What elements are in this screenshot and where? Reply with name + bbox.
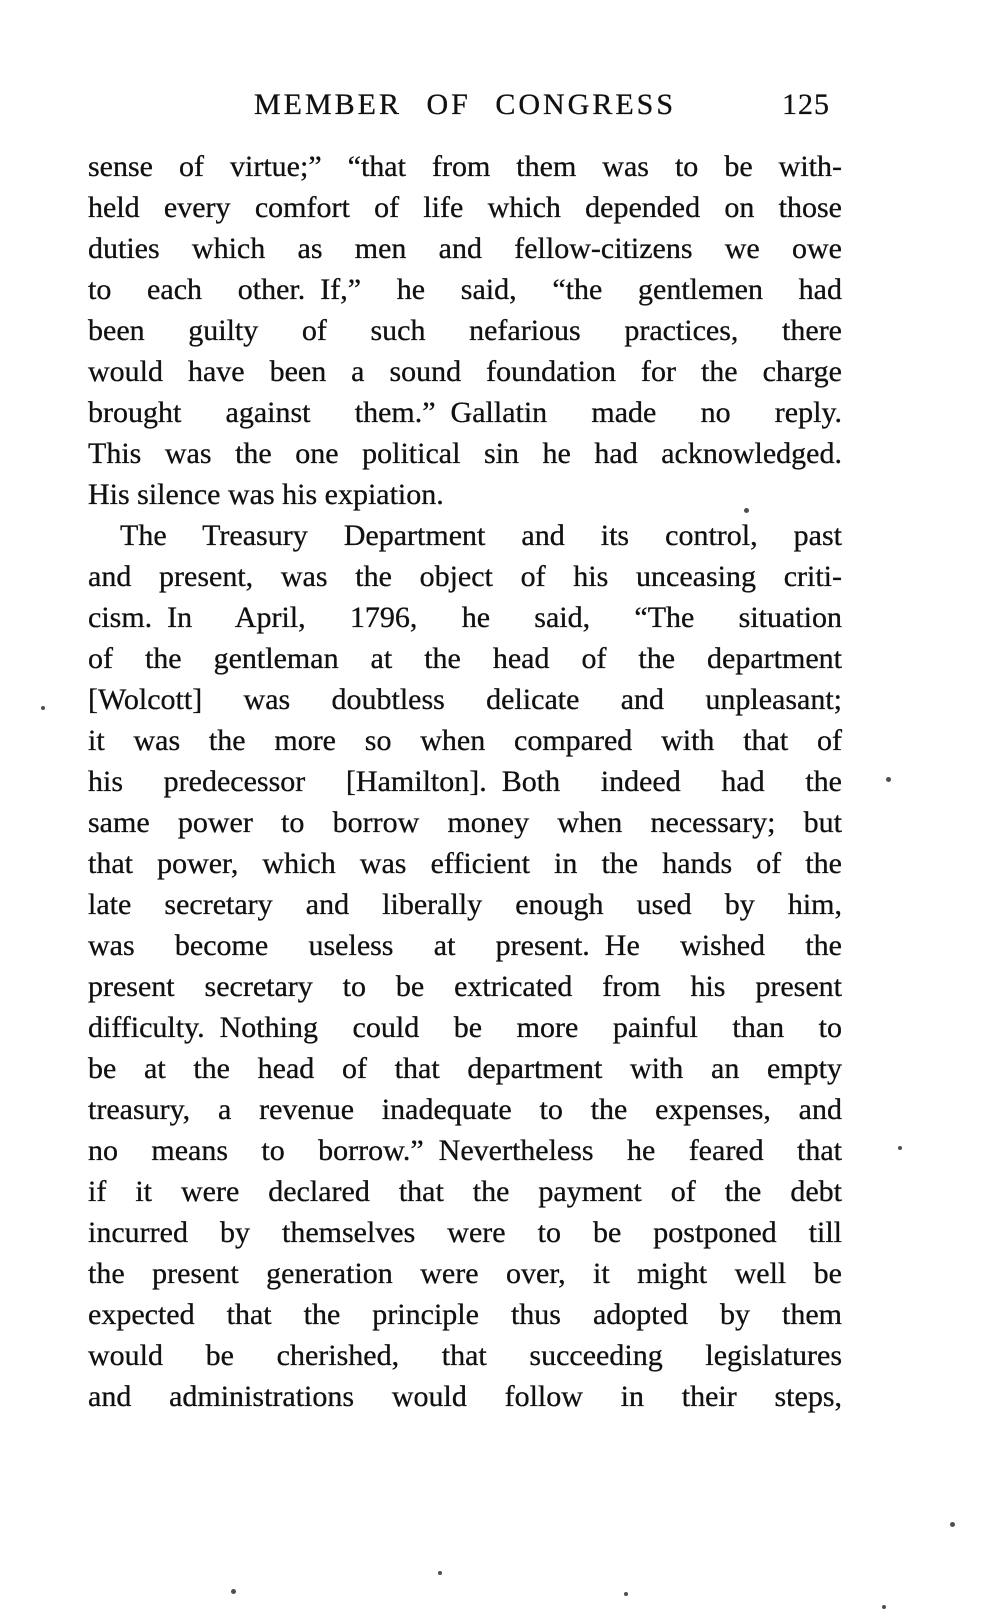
text-line: his predecessor [Hamilton]. Both indeed had the [88, 765, 842, 798]
text-line: that power, which was efficient in the hands of the [88, 847, 842, 880]
text-line: treasury, a revenue inadequate to the expenses, and [88, 1093, 842, 1126]
text-line: [Wolcott] was doubtless delicate and unpleasant; [88, 683, 842, 716]
running-header [88, 88, 842, 124]
text-line: be at the head of that department with an empty [88, 1052, 842, 1085]
text-line: and administrations would follow in their steps, [88, 1380, 842, 1413]
text-line: would have been a sound foundation for the charge [88, 355, 842, 388]
text-line: This was the one political sin he had acknowledged. [88, 437, 842, 470]
page-number: 125 [782, 88, 830, 121]
text-line: held every comfort of life which depended on those [88, 191, 842, 224]
text-line: to each other. If,” he said, “the gentlemen had [88, 273, 842, 306]
text-line: sense of virtue;” “that from them was to be with- [88, 150, 842, 183]
text-line: no means to borrow.” Nevertheless he feared that [88, 1134, 842, 1167]
text-line: of the gentleman at the head of the department [88, 642, 842, 675]
scan-speck [231, 1589, 236, 1594]
text-line: incurred by themselves were to be postponed till [88, 1216, 842, 1249]
text-line: present secretary to be extricated from his present [88, 970, 842, 1003]
text-line: brought against them.” Gallatin made no reply. [88, 396, 842, 429]
scan-speck [898, 1146, 902, 1150]
scan-speck [744, 508, 749, 513]
text-line: the present generation were over, it might well be [88, 1257, 842, 1290]
text-line: The Treasury Department and its control, past [120, 519, 842, 552]
scan-speck [438, 1571, 442, 1575]
text-line: and present, was the object of his unceasing criti- [88, 560, 842, 593]
page-text [88, 146, 842, 1417]
text-line: was become useless at present. He wished the [88, 929, 842, 962]
text-line: would be cherished, that succeeding legislatures [88, 1339, 842, 1372]
scan-speck [624, 1592, 628, 1596]
text-line: expected that the principle thus adopted by them [88, 1298, 842, 1331]
text-line: it was the more so when compared with that of [88, 724, 842, 757]
page-title: MEMBER OF CONGRESS [253, 88, 677, 121]
scan-speck [41, 706, 45, 710]
text-line: His silence was his expiation. [88, 478, 444, 511]
text-line: difficulty. Nothing could be more painful than to [88, 1011, 842, 1044]
scan-speck [950, 1522, 955, 1527]
text-line: same power to borrow money when necessary; but [88, 806, 842, 839]
text-line: cism. In April, 1796, he said, “The situation [88, 601, 842, 634]
scan-speck [886, 777, 891, 782]
text-line: if it were declared that the payment of the debt [88, 1175, 842, 1208]
text-line: late secretary and liberally enough used by him, [88, 888, 842, 921]
text-line: been guilty of such nefarious practices, there [88, 314, 842, 347]
text-line: duties which as men and fellow-citizens we owe [88, 232, 842, 265]
scan-speck [882, 1605, 886, 1609]
